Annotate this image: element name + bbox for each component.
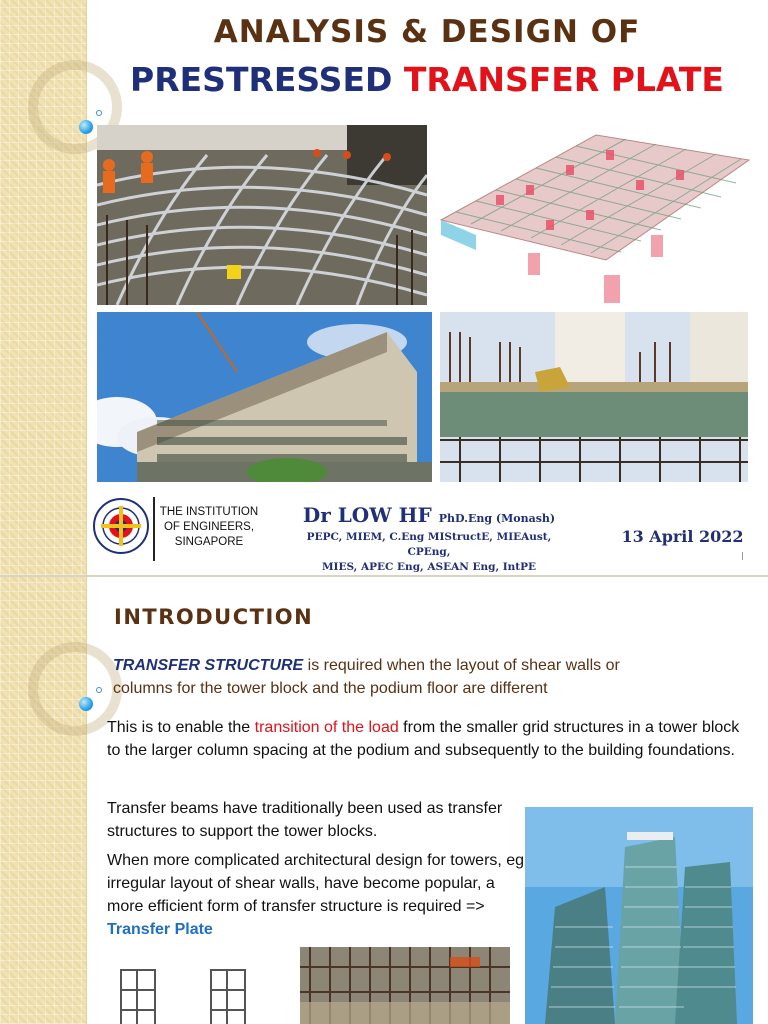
ies-logo-icon bbox=[92, 497, 150, 555]
institution-line-2: OF ENGINEERS, bbox=[163, 521, 255, 533]
p2-text-start: This is to enable the bbox=[107, 719, 255, 736]
rebar-site-photo bbox=[97, 125, 427, 305]
term-transition-of-load: transition of the load bbox=[254, 719, 399, 736]
transfer-plate-model-render bbox=[436, 125, 751, 305]
institution-line-3: SINGAPORE bbox=[174, 536, 244, 548]
small-dot-icon bbox=[96, 110, 102, 116]
construction-site-photo bbox=[300, 947, 510, 1024]
credentials-line-1: PEPC, MIEM, C.Eng MIStructE, MIEAust, CPEng, bbox=[306, 531, 552, 558]
tower-block-photo bbox=[525, 807, 753, 1024]
column-layout-icon bbox=[210, 969, 246, 1024]
shear-wall-layout-icon bbox=[120, 969, 156, 1024]
p4-text-start: When more complicated architectural design for towers, eg irregular layout of shear walls, have become popular, a more efficient form of transfer structure is required => bbox=[107, 852, 525, 915]
credentials-line-2: MIES, APEC Eng, ASEAN Eng, IntPE bbox=[321, 561, 537, 573]
p1-text-1: is required when the layout of shear walls or bbox=[303, 657, 620, 674]
building-construction-photo bbox=[97, 312, 432, 482]
author-degree: PhD.Eng (Monash) bbox=[438, 512, 556, 525]
title-line-1: ANALYSIS & DESIGN OF bbox=[213, 14, 641, 50]
paragraph-load-transition bbox=[107, 716, 747, 762]
p2-text-rest: from the smaller grid structures in a tower block to the larger column spacing at the podium and subsequently to the building foundations. bbox=[107, 719, 740, 759]
transfer-plate-site-photo bbox=[440, 312, 748, 482]
bullet-dot-icon bbox=[79, 697, 93, 711]
presentation-date: 13 April 2022 bbox=[621, 527, 744, 546]
author-name-text: Dr LOW HF bbox=[302, 503, 432, 527]
bullet-dot-icon bbox=[79, 120, 93, 134]
institution-name bbox=[157, 505, 261, 550]
paragraph-transfer-structure bbox=[113, 654, 743, 700]
logo-divider bbox=[153, 497, 155, 561]
tick-mark bbox=[742, 552, 743, 560]
paragraph-transfer-beams: Transfer beams have traditionally been used as transfer structures to support the tower blocks. bbox=[107, 800, 503, 840]
title-transfer-plate: TRANSFER PLATE bbox=[403, 60, 724, 99]
institution-line-1: THE INSTITUTION bbox=[159, 506, 259, 518]
term-transfer-plate: Transfer Plate bbox=[107, 921, 213, 938]
introduction-slide bbox=[0, 577, 768, 1024]
title-prestressed: PRESTRESSED bbox=[130, 60, 393, 99]
author-name bbox=[284, 503, 574, 527]
title-line-2 bbox=[86, 60, 768, 99]
p1-text-2: columns for the tower block and the podium floor are different bbox=[113, 680, 548, 697]
small-dot-icon bbox=[96, 687, 102, 693]
section-heading: INTRODUCTION bbox=[114, 605, 314, 629]
author-credentials bbox=[284, 530, 574, 575]
paragraph-transfer-plate bbox=[107, 849, 527, 941]
term-transfer-structure: TRANSFER STRUCTURE bbox=[113, 657, 304, 674]
